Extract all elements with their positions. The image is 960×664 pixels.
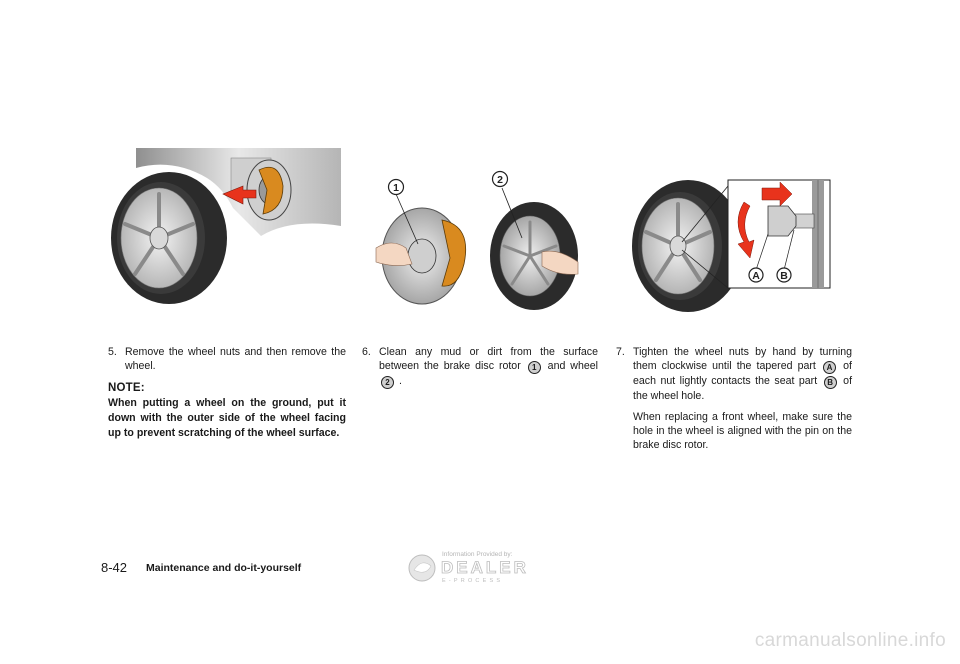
watermark-link[interactable]: carmanualsonline.info [754,630,946,651]
step-text-c: of the wheel hole. [633,375,853,402]
svg-text:1: 1 [393,181,399,194]
step-7 [616,345,852,403]
ref-1-badge: 1 [528,361,541,374]
column-2 [362,345,598,389]
step-text-a: Tighten the wheel nuts by hand by turning them clockwise until the tapered part [633,346,852,372]
callout-b [777,268,791,282]
column-3 [616,345,852,452]
note-body: When putting a wheel on the ground, put it down with the outer side of the wheel facing up to prevent scratching of the wheel surface. [108,397,346,439]
ref-a-badge: A [823,361,836,374]
step-number: 6. [362,346,371,358]
page-number: 8-42 [101,560,128,575]
svg-text:DEALER: DEALER [441,558,529,577]
callout-1 [389,180,404,195]
wheel-nut-tightening-illustration [632,176,842,316]
step-text-a: Clean any mud or dirt from the surface between the brake disc rotor [379,346,598,372]
dealer-logo [406,548,546,586]
wheel-removal-illustration [111,148,341,308]
section-title: Maintenance and do-it-yourself [146,562,302,574]
brake-disc-cleaning-illustration [372,168,582,310]
step-text-b: of each nut lightly contacts the seat part [633,360,852,387]
wheel-nut [768,206,796,236]
svg-text:E-PROCESS: E-PROCESS [442,578,504,584]
svg-text:2: 2 [497,173,503,186]
step-5 [108,345,346,373]
step-text-b: and wheel [547,360,598,372]
step-6 [362,345,598,389]
step-number: 7. [616,346,625,358]
callout-2 [493,172,508,187]
svg-text:A: A [752,269,760,282]
step-number: 5. [108,346,117,358]
svg-text:B: B [780,269,788,282]
callout-a [749,268,763,282]
column-1 [108,345,346,441]
ref-2-badge: 2 [381,376,394,389]
step-text-c: . [398,375,402,387]
front-wheel-paragraph: When replacing a front wheel, make sure the hole in the wheel is aligned with the pin on the brake disc rotor. [633,411,852,451]
svg-text:Information Provided by:: Information Provided by: [442,551,513,558]
step-text: Remove the wheel nuts and then remove the wheel. [125,346,346,372]
ref-b-badge: B [824,376,837,389]
note-heading: NOTE: [108,382,145,394]
